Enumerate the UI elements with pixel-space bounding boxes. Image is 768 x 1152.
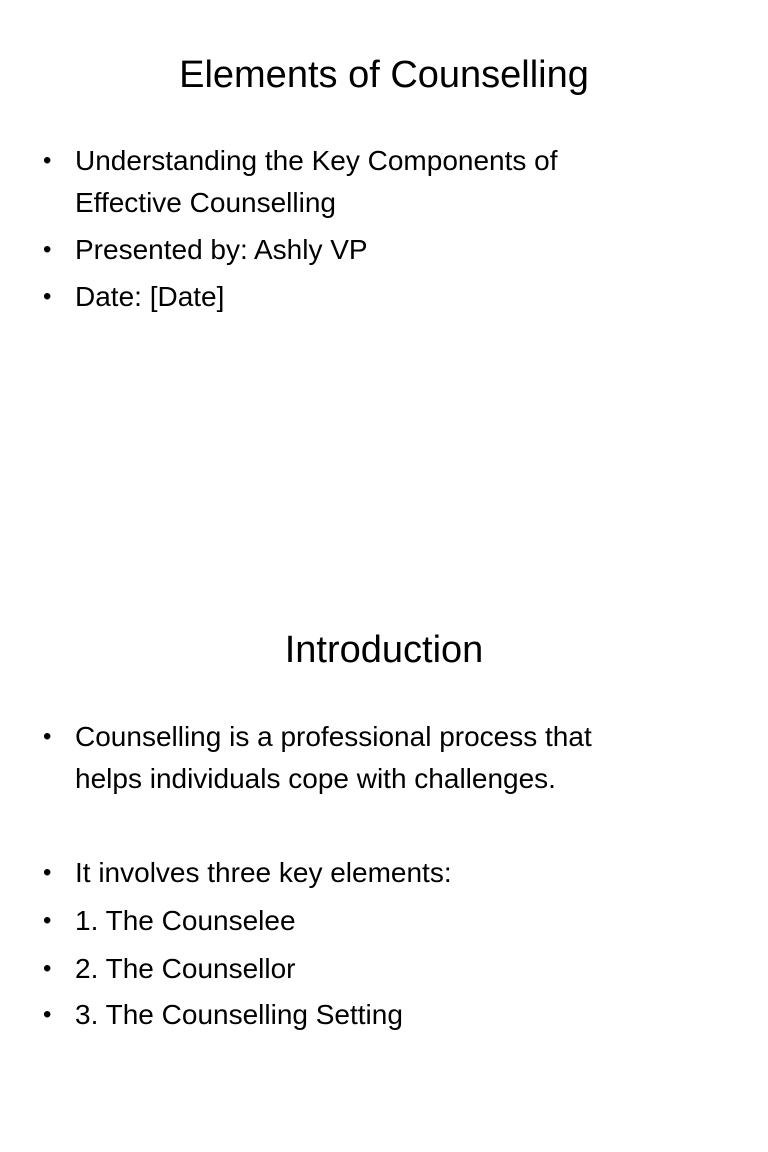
slide-title: Elements of Counselling	[179, 54, 589, 96]
bullet-text: It involves three key elements:	[75, 857, 452, 888]
bullet-text: Counselling is a professional process that helps individuals cope with challenges.	[75, 721, 592, 794]
bullet-text: Presented by: Ashly VP	[75, 234, 368, 265]
bullet-text: 2. The Counsellor	[75, 953, 296, 984]
slide-introduction	[0, 576, 768, 1152]
bullet-icon: •	[43, 907, 52, 934]
bullet-text: 1. The Counselee	[75, 905, 296, 936]
bullet-icon: •	[43, 1001, 52, 1028]
bullet-icon: •	[43, 859, 52, 886]
bullet-text: Date: [Date]	[75, 281, 225, 312]
bullet-icon: •	[43, 236, 52, 263]
bullet-icon: •	[43, 955, 52, 982]
bullet-icon: •	[43, 147, 52, 174]
bullet-icon: •	[43, 723, 52, 750]
slide-title: Introduction	[284, 629, 484, 671]
bullet-text: 3. The Counselling Setting	[75, 999, 403, 1030]
bullet-text: Understanding the Key Components of Effective Counselling	[75, 145, 558, 218]
bullet-icon: •	[43, 283, 52, 310]
